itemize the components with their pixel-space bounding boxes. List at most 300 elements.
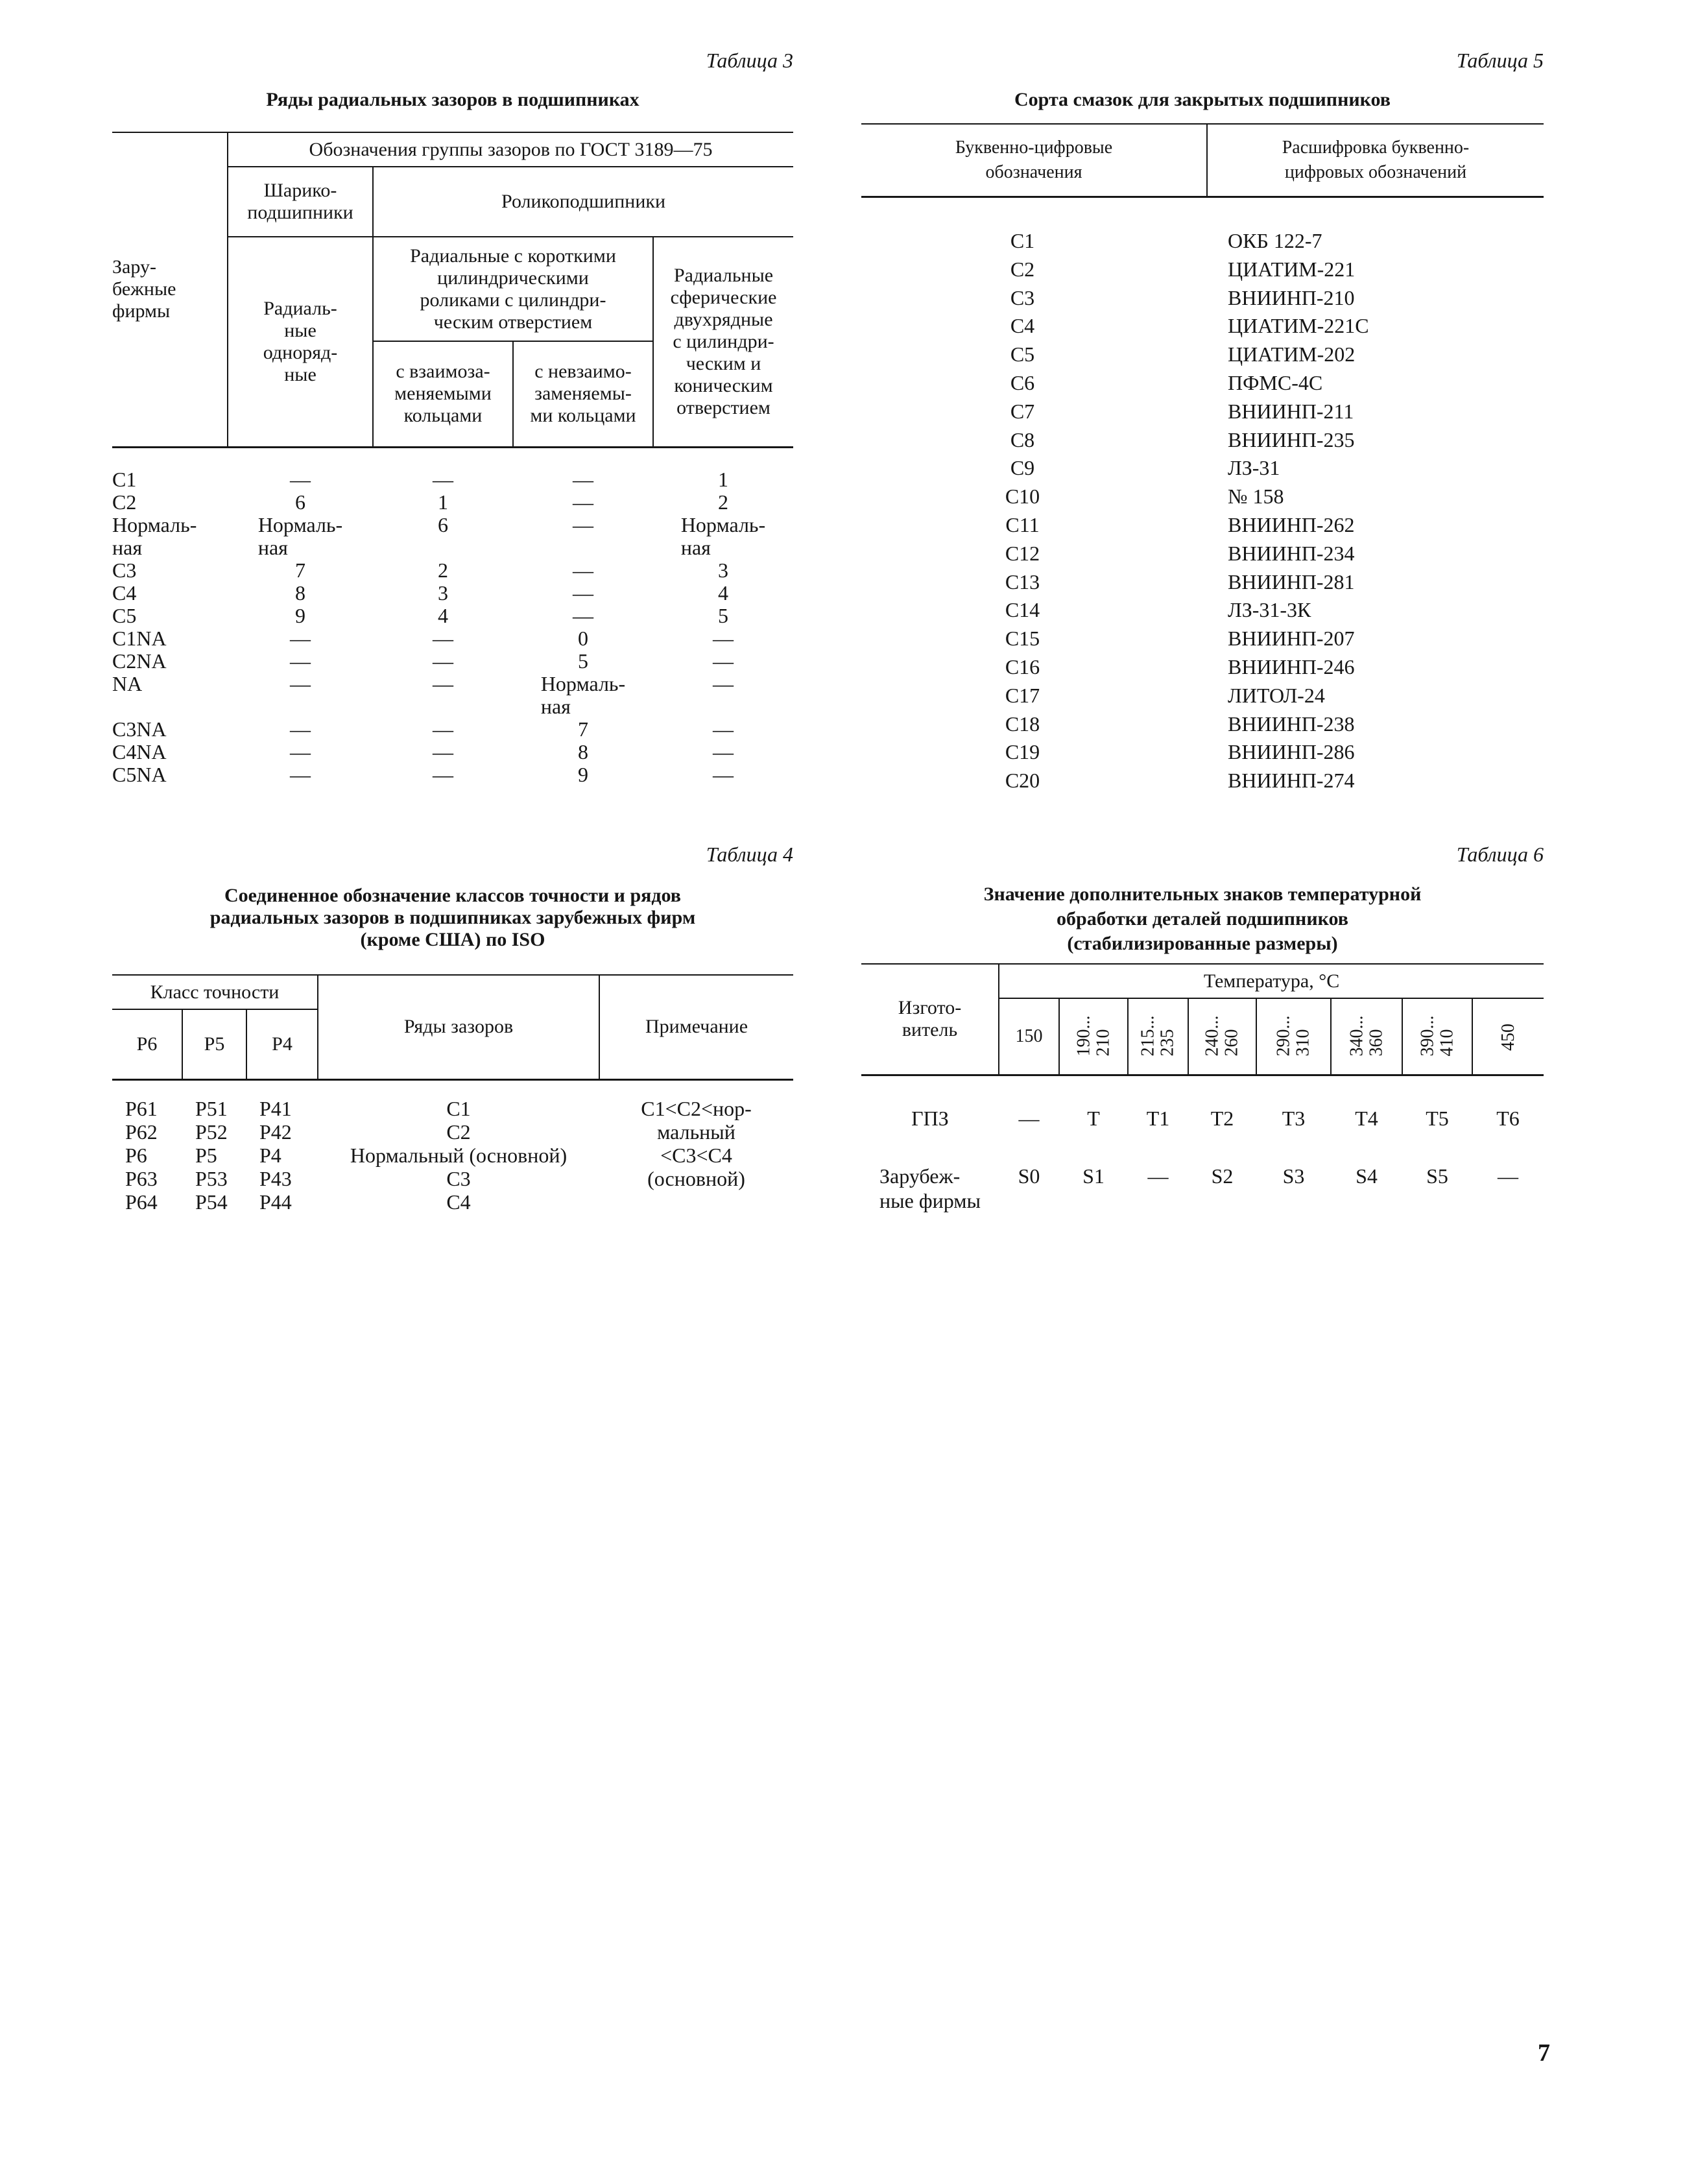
table3-cell <box>228 468 373 491</box>
table5-cell <box>1207 426 1544 455</box>
table4-clearance-value: C1 <box>446 1097 471 1120</box>
table6-header-temp-150 <box>999 998 1059 1075</box>
table4-row <box>112 1120 599 1144</box>
table3-row <box>112 718 793 741</box>
table3-cell <box>513 718 653 741</box>
table5-row <box>861 653 1544 682</box>
table6-header-temp-390-410 <box>1402 998 1472 1075</box>
table4-cell <box>246 1120 318 1144</box>
table6-header <box>861 963 1544 1076</box>
table3-row <box>112 673 793 718</box>
table3-row <box>112 650 793 673</box>
table3-inter-value: — <box>433 649 453 673</box>
table3-sph-value: — <box>713 672 734 695</box>
table6-header-temp-290-310 <box>1256 998 1331 1075</box>
table3-cell <box>653 491 793 514</box>
table3-inter-value: — <box>433 672 453 695</box>
table5-cell <box>1207 767 1544 795</box>
table5-row <box>861 312 1544 341</box>
table3-firm-value: C3 <box>112 558 137 582</box>
temp-190-210-label: 190... 210 <box>1073 1015 1113 1057</box>
table5-code-value: C13 <box>1005 570 1040 594</box>
table5-cell <box>1207 256 1544 284</box>
table3-cell <box>653 650 793 673</box>
table3-cell <box>653 763 793 786</box>
table5-cell <box>861 341 1207 369</box>
table6-values-6-value: Т5 <box>1426 1107 1449 1130</box>
table4-header-p5: P5 <box>182 1009 246 1079</box>
table6-header-temp-190-210 <box>1059 998 1128 1075</box>
table4-header-clearance-rows: Ряды зазоров <box>318 975 599 1079</box>
table5-cell <box>861 710 1207 739</box>
table5-cell <box>861 227 1207 256</box>
table3-noninter-value: — <box>573 490 593 514</box>
table3-cell <box>112 741 228 763</box>
table3-inter-value: 3 <box>438 581 448 605</box>
table5-code-value: C6 <box>1010 370 1035 394</box>
table4-cell <box>318 1120 599 1144</box>
table6-rows <box>861 1106 1544 1213</box>
table3-noninter-value: — <box>573 513 593 536</box>
table5-cell <box>1207 398 1544 426</box>
table5-row <box>861 767 1544 795</box>
table5-body <box>861 227 1544 795</box>
table3-cell <box>373 491 513 514</box>
table5-cell <box>861 483 1207 511</box>
table3-cell <box>653 718 793 741</box>
table5-title: Сорта смазок для закрытых подшипников <box>1014 89 1391 110</box>
table5-row <box>861 540 1544 568</box>
table3-inter-value: — <box>433 468 453 491</box>
table6-values-0-value: S0 <box>1018 1164 1040 1188</box>
table5-name-value: № 158 <box>1228 485 1284 509</box>
table5-cell <box>1207 568 1544 597</box>
table3-cell <box>228 491 373 514</box>
table3-sph-value: 2 <box>718 490 728 514</box>
table5-name-value: ЦИАТИМ-221 <box>1228 257 1356 281</box>
table3-sph-value: Нормаль- ная <box>680 513 766 559</box>
page-number: 7 <box>1538 2039 1550 2067</box>
table3-label: Таблица 3 <box>706 49 793 72</box>
table5-code-value: C1 <box>1010 229 1035 252</box>
table5-cell <box>1207 710 1544 739</box>
table3-cell <box>228 763 373 786</box>
table5-name-value: ЛЗ-31 <box>1228 456 1280 480</box>
table5-row <box>861 568 1544 597</box>
table5-code-value: C15 <box>1005 627 1040 651</box>
table5-code-value: C7 <box>1010 399 1035 423</box>
table5-cell <box>861 454 1207 483</box>
table4-clearance-value: C2 <box>446 1120 471 1144</box>
table5-rows <box>861 227 1544 795</box>
table4-p5-value: P53 <box>195 1167 228 1190</box>
table3-cell <box>653 627 793 650</box>
table3-cell <box>373 763 513 786</box>
table5-name-value: ВНИИНП-262 <box>1228 512 1355 536</box>
table6-row <box>861 1106 1544 1164</box>
table6-values-1-value: S1 <box>1082 1164 1105 1188</box>
table5-code-value: C3 <box>1010 285 1035 309</box>
table4-row <box>112 1190 599 1214</box>
table3-inter-value: 1 <box>438 490 448 514</box>
table3-sph-value: — <box>713 740 734 763</box>
table5-name-value: ВНИИНП-281 <box>1228 570 1355 594</box>
table3-cell <box>228 741 373 763</box>
table3-noninter-value: 9 <box>578 763 588 786</box>
table3-noninter-value: Нормаль- ная <box>540 672 626 718</box>
table5-row <box>861 682 1544 710</box>
table5-row <box>861 369 1544 398</box>
table5-code-value: C11 <box>1005 512 1040 536</box>
table5-name-value: ВНИИНП-211 <box>1228 399 1354 423</box>
table5-code-value: C14 <box>1005 598 1040 622</box>
table3-sph-value: 3 <box>718 558 728 582</box>
table3-firm-value: C2NA <box>112 649 167 673</box>
table3-firm-value: C1 <box>112 468 137 491</box>
table5-cell <box>861 653 1207 682</box>
table3-cell <box>653 673 793 718</box>
table5-cell <box>1207 682 1544 710</box>
table5-code-value: C19 <box>1005 740 1040 764</box>
table5-cell <box>861 256 1207 284</box>
table4-p6-value: P62 <box>125 1120 158 1144</box>
table3-cell <box>653 514 793 559</box>
table3-cell <box>513 627 653 650</box>
table5-header-code: Буквенно-цифровые обозначения <box>955 137 1113 182</box>
table5-code-value: C4 <box>1010 314 1035 338</box>
table4-row <box>112 1167 599 1190</box>
table4-row <box>112 1144 599 1167</box>
table4-p6-value: P64 <box>125 1190 158 1214</box>
table6-body <box>861 1106 1544 1213</box>
table6-values-6-value: S5 <box>1426 1164 1448 1188</box>
table6-cell <box>861 1106 999 1164</box>
table5-header-decoding: Расшифровка буквенно- цифровых обозначений <box>1207 124 1544 197</box>
table3-sph-value: — <box>713 717 734 741</box>
table5-code-value: C18 <box>1005 712 1040 736</box>
table6-cell <box>1256 1164 1331 1213</box>
table5-cell <box>861 738 1207 767</box>
table5-cell <box>1207 738 1544 767</box>
table3-cell <box>373 605 513 627</box>
table4-clearance-value: Нормальный (основной) <box>350 1144 568 1167</box>
table5-name-value: ЛИТОЛ-24 <box>1228 683 1325 707</box>
table3-header-ball-radial: Радиаль- ные одноряд- ные <box>228 237 373 447</box>
table3-cell <box>228 514 373 559</box>
table5-header <box>861 123 1544 198</box>
table5-row <box>861 256 1544 284</box>
table3-cell <box>228 650 373 673</box>
table5-row <box>861 483 1544 511</box>
table3-cell <box>373 559 513 582</box>
table3-cell <box>112 627 228 650</box>
table4-p4-value: P44 <box>259 1190 292 1214</box>
table4-cell <box>318 1190 599 1214</box>
table4-p5-value: P54 <box>195 1190 228 1214</box>
table4-row <box>112 1097 599 1120</box>
table3-cell <box>228 582 373 605</box>
table3-cell <box>373 627 513 650</box>
table3-cell <box>228 718 373 741</box>
table5-cell <box>1207 312 1544 341</box>
table3-row <box>112 491 793 514</box>
table6-header-temp-340-360 <box>1331 998 1402 1075</box>
table4-cell <box>112 1120 182 1144</box>
table4-header-p6: P6 <box>136 1033 158 1055</box>
table3-row <box>112 627 793 650</box>
table5-name-value: ВНИИНП-246 <box>1228 654 1355 678</box>
table3-row <box>112 514 793 559</box>
table4-cell <box>112 1190 182 1214</box>
table3-ball-value: — <box>290 740 311 763</box>
table5-name-value: ВНИИНП-210 <box>1228 285 1355 309</box>
table4-cell <box>112 1144 182 1167</box>
table5-cell <box>1207 369 1544 398</box>
table5-row <box>861 426 1544 455</box>
table3-inter-value: — <box>433 627 453 650</box>
table6-cell <box>999 1106 1059 1164</box>
table3-ball-value: 8 <box>295 581 305 605</box>
table5-cell <box>861 284 1207 313</box>
table6-values-7-value: — <box>1498 1164 1518 1188</box>
table3-cell <box>373 582 513 605</box>
table6-header-maker: Изгото- витель <box>898 997 962 1041</box>
table4-note-text: C1<C2<нор- мальный <C3<C4 (основной) <box>641 1097 752 1190</box>
table6-cell <box>1059 1106 1128 1164</box>
table3-cell <box>653 582 793 605</box>
table3-row <box>112 468 793 491</box>
table3-ball-value: Нормаль- ная <box>257 513 343 559</box>
table3-cell <box>653 559 793 582</box>
table5-cell <box>861 398 1207 426</box>
table4-cell <box>182 1190 246 1214</box>
table3-inter-value: — <box>433 740 453 763</box>
table3-cell <box>373 514 513 559</box>
table6-header-temp-215-235 <box>1128 998 1188 1075</box>
table3-cell <box>112 582 228 605</box>
table5-cell <box>1207 284 1544 313</box>
table3-firm-value: C4 <box>112 581 137 605</box>
table6-values-4-value: S3 <box>1282 1164 1305 1188</box>
table5-cell <box>861 369 1207 398</box>
table6-values-3-value: Т2 <box>1210 1107 1234 1130</box>
table3-header <box>112 132 793 448</box>
table5-cell <box>1207 540 1544 568</box>
table4-cell <box>318 1144 599 1167</box>
table3-row <box>112 763 793 786</box>
table5-name-value: ОКБ 122-7 <box>1228 229 1322 252</box>
table5-cell <box>1207 454 1544 483</box>
table6-values-3-value: S2 <box>1211 1164 1234 1188</box>
table3-row <box>112 741 793 763</box>
table5-row <box>861 398 1544 426</box>
table5-cell <box>861 625 1207 653</box>
table6-cell <box>1128 1164 1188 1213</box>
table5-row <box>861 596 1544 625</box>
table5-cell <box>861 767 1207 795</box>
table3-cell <box>653 605 793 627</box>
temp-450-label: 450 <box>1498 1023 1518 1051</box>
table3-cell <box>112 468 228 491</box>
table3-cell <box>653 741 793 763</box>
table3-header-group: Обозначения группы зазоров по ГОСТ 3189—75 <box>228 132 793 167</box>
table4-p6-value: P61 <box>125 1097 158 1120</box>
temp-340-360-label: 340... 360 <box>1346 1015 1386 1057</box>
table6-cell <box>1472 1106 1544 1164</box>
table3-cell <box>513 605 653 627</box>
table3-noninter-value: — <box>573 581 593 605</box>
table4-clearance-value: C3 <box>446 1167 471 1190</box>
table6-values-4-value: Т3 <box>1282 1107 1306 1130</box>
table6-cell <box>1256 1106 1331 1164</box>
table3-firm-value: C5NA <box>112 763 167 786</box>
table3-cell <box>112 673 228 718</box>
table3-cell <box>513 741 653 763</box>
table5-code-value: C9 <box>1010 456 1035 480</box>
table5-code-value: C2 <box>1010 257 1035 281</box>
table5-code-value: C5 <box>1010 342 1035 366</box>
table3-cell <box>513 491 653 514</box>
table5-name-value: ВНИИНП-207 <box>1228 627 1355 651</box>
table4-header-p4: P4 <box>246 1009 318 1079</box>
table6-title: Значение дополнительных знаков температурной обработки деталей подшипников (стабилизированные размеры) <box>983 883 1422 954</box>
table5-cell <box>1207 341 1544 369</box>
table6-cell <box>1331 1164 1402 1213</box>
table6-values-7-value: Т6 <box>1496 1107 1520 1130</box>
table3-cell <box>513 650 653 673</box>
table3-firm-value: C4NA <box>112 740 167 763</box>
table3-noninter-value: — <box>573 468 593 491</box>
table6-cell <box>1059 1164 1128 1213</box>
table3-cell <box>373 650 513 673</box>
table3-cell <box>228 605 373 627</box>
table5-name-value: ЛЗ-31-3К <box>1228 598 1311 622</box>
table4-body <box>112 1097 599 1214</box>
table5-cell <box>1207 596 1544 625</box>
table3-firm-value: Нормаль- ная <box>112 513 197 559</box>
table5-row <box>861 454 1544 483</box>
table3-ball-value: — <box>290 649 311 673</box>
table4-cell <box>112 1167 182 1190</box>
table3-ball-value: — <box>290 717 311 741</box>
table3-body <box>112 468 793 786</box>
table6-cell <box>1128 1106 1188 1164</box>
table3-sph-value: — <box>713 649 734 673</box>
table3-cell <box>513 763 653 786</box>
table3-header-spherical: Радиальные сферические двухрядные с цилиндри- ческим и коническим отверстием <box>653 237 793 447</box>
table4-title: Соединенное обозначение классов точности и рядов радиальных зазоров в подшипниках зарубежных фирм (кроме США) по ISO <box>209 885 696 950</box>
table3-sph-value: 4 <box>718 581 728 605</box>
table3-inter-value: 6 <box>438 513 448 536</box>
table5-cell <box>861 596 1207 625</box>
table3-cell <box>112 650 228 673</box>
table3-ball-value: — <box>290 468 311 491</box>
table6-cell <box>1472 1164 1544 1213</box>
table3-cell <box>513 468 653 491</box>
table4-clearance-value: C4 <box>446 1190 471 1214</box>
table6-cell <box>1331 1106 1402 1164</box>
table6-cell <box>1402 1164 1472 1213</box>
table6-cell <box>861 1164 999 1213</box>
table6-values-5-value: Т4 <box>1355 1107 1378 1130</box>
table6-cell <box>1188 1164 1256 1213</box>
table4-p6-value: P63 <box>125 1167 158 1190</box>
table5-cell <box>861 511 1207 540</box>
table3-rows <box>112 468 793 786</box>
table5-row <box>861 738 1544 767</box>
table5-row <box>861 511 1544 540</box>
table3-header-noninterchangeable: с невзаимо- заменяемы- ми кольцами <box>513 341 653 447</box>
table5-name-value: ЦИАТИМ-202 <box>1228 342 1356 366</box>
table5-name-value: ВНИИНП-286 <box>1228 740 1355 764</box>
table3-cell <box>513 559 653 582</box>
temp-150-label: 150 <box>1015 1026 1043 1047</box>
table3-header-interchangeable: с взаимоза- меняемыми кольцами <box>373 341 513 447</box>
table3-ball-value: 7 <box>295 558 305 582</box>
table4-cell <box>246 1190 318 1214</box>
table4-cell <box>182 1144 246 1167</box>
table4-cell <box>318 1167 599 1190</box>
table5-name-value: ВНИИНП-234 <box>1228 541 1355 565</box>
table3-ball-value: — <box>290 763 311 786</box>
table5-cell <box>861 682 1207 710</box>
table3-inter-value: — <box>433 763 453 786</box>
table3-header-roller: Роликоподшипники <box>373 167 793 237</box>
table6-values-2-value: — <box>1147 1164 1169 1188</box>
table4-p6-value: P6 <box>125 1144 147 1167</box>
table3-header-ball: Шарико- подшипники <box>228 167 373 237</box>
table5-code-value: C17 <box>1005 683 1040 707</box>
table5-cell <box>1207 511 1544 540</box>
table4-p4-value: P42 <box>259 1120 292 1144</box>
table5-name-value: ВНИИНП-235 <box>1228 427 1355 451</box>
table5-row <box>861 625 1544 653</box>
table4-cell <box>112 1097 182 1120</box>
table5-name-value: ВНИИНП-238 <box>1228 712 1355 736</box>
table6-header-temperature: Температура, °С <box>999 964 1544 998</box>
table3-cell <box>228 559 373 582</box>
table4-cell <box>182 1097 246 1120</box>
table4-p5-value: P5 <box>195 1144 217 1167</box>
table6-values-1-value: Т <box>1087 1107 1100 1130</box>
table3-inter-value: — <box>433 717 453 741</box>
temp-215-235-label: 215... 235 <box>1138 1015 1178 1057</box>
table3-noninter-value: 8 <box>578 740 588 763</box>
table4-header <box>112 974 793 1081</box>
table4-label: Таблица 4 <box>706 843 793 866</box>
table3-header-short-cylindrical: Радиальные с короткими цилиндрическими роликами с цилиндри- ческим отверстием <box>373 237 653 341</box>
table5-row <box>861 341 1544 369</box>
table6-cell <box>1188 1106 1256 1164</box>
table5-row <box>861 284 1544 313</box>
table5-code-value: C20 <box>1005 769 1040 793</box>
table5-row <box>861 227 1544 256</box>
table6-values-2-value: Т1 <box>1146 1107 1170 1130</box>
table6-label: Таблица 6 <box>1456 843 1544 866</box>
table3-header-firms: Зару- бежные фирмы <box>112 256 176 322</box>
table3-noninter-value: — <box>573 604 593 627</box>
table5-cell <box>1207 653 1544 682</box>
table5-code-value: C10 <box>1005 485 1040 509</box>
table6-values-5-value: S4 <box>1356 1164 1378 1188</box>
table3-cell <box>112 718 228 741</box>
table3-cell <box>373 468 513 491</box>
table5-cell <box>861 426 1207 455</box>
table4-cell <box>246 1097 318 1120</box>
table4-p5-value: P52 <box>195 1120 228 1144</box>
table4-p4-value: P41 <box>259 1097 292 1120</box>
table5-name-value: ЦИАТИМ-221С <box>1228 314 1369 338</box>
